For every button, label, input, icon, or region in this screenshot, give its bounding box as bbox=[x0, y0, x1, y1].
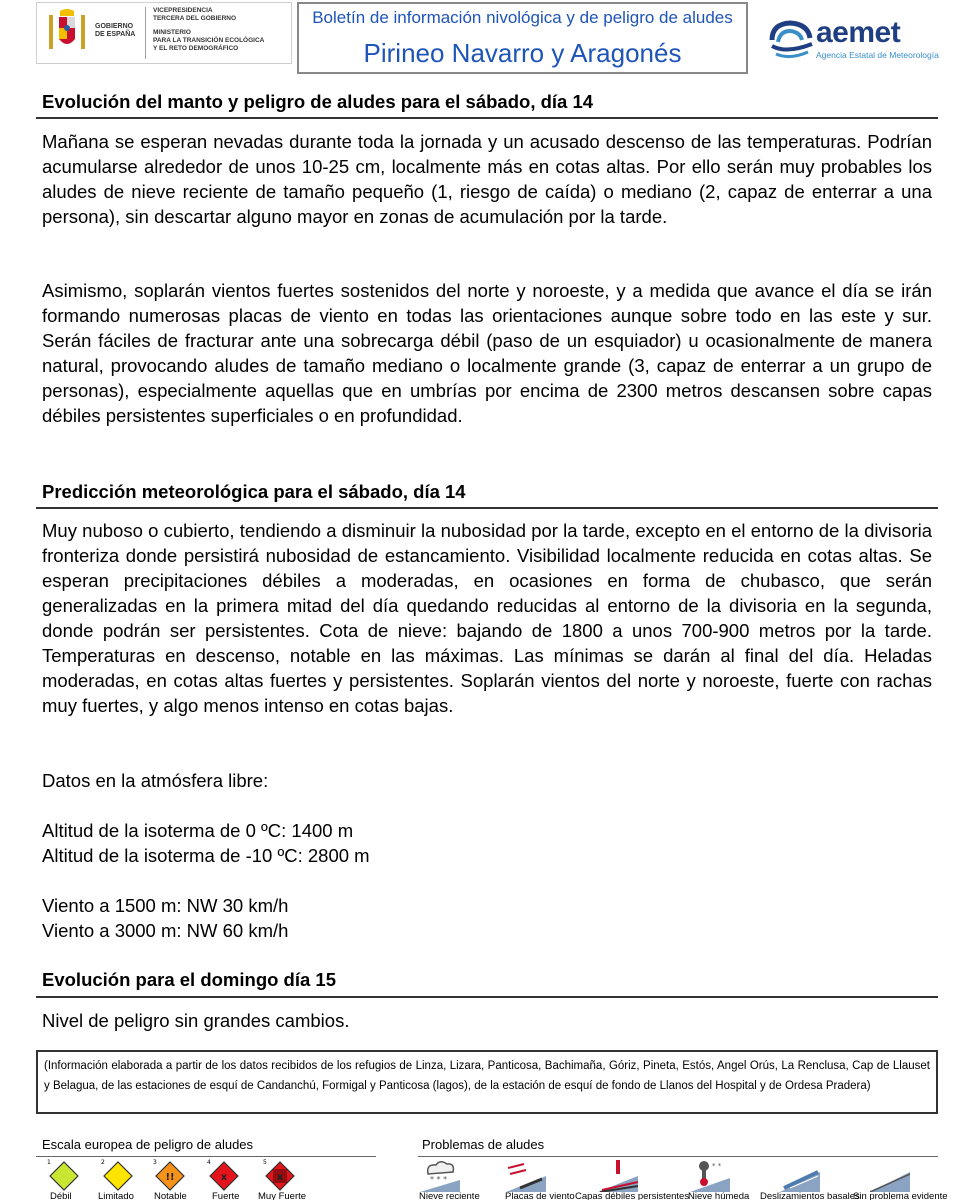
avalanche-paragraph-2: Asimismo, soplarán vientos fuertes sostenidos del norte y noroeste, y a medida que avance el día se irán formando numerosas placas de viento en todas las orientaciones aunque sobre todo en las este y sur. Serán fáciles de fracturar ante una sobrecarga débil (paso de un esquiador) u ocasionalmente de manera natural, provocando aludes de tamaño mediano o localmente grande (3, capaz de enterrar a un grupo de personas), especialmente aquellas que en umbrías por encima de 2300 metros descansen sobre capas débiles persistentes superficiales o en profundidad. bbox=[42, 280, 932, 426]
danger-level-label: Fuerte bbox=[212, 1191, 240, 1200]
danger-level-number: 1 bbox=[47, 1159, 51, 1166]
danger-level-mark: !! bbox=[165, 1172, 175, 1183]
bulletin-title: Pirineo Navarro y Aragonés bbox=[363, 38, 682, 68]
data-sources-text: (Información elaborada a partir de los datos recibidos de los refugios de Linza, Lizara, Panticosa, Bachimaña, Góriz, Pineta, Estós, Angel Orús, La Renclusa, Cap de Llauset y Belagua, de las estaciones de esquí de Candanchú, Formigal y Panticosa (lagos), de la estación de esquí de fondo de Llanos del Hospital y de Ordesa Pradera) bbox=[44, 1060, 930, 1092]
vicepresidency-name: VICEPRESIDENCIA TERCERA DEL GOBIERNO bbox=[153, 7, 237, 22]
svg-text:* * *: * * * bbox=[430, 1175, 448, 1184]
aemet-tagline: Agencia Estatal de Meteorología bbox=[816, 50, 939, 60]
data-sources-box bbox=[36, 1050, 938, 1114]
aemet-logo-icon bbox=[768, 18, 816, 62]
avalanche-paragraph-1: Mañana se esperan nevadas durante toda la jornada y un acusado descenso de las temperaturas. Podrían acumularse alrededor de unos 10-25 cm, localmente más en cotas altas. Por ello serán muy probables los aludes de nieve reciente de tamaño pequeño (1, riesgo de caída) o mediano (2, capaz de enterrar a una persona), sin descartar alguno mayor en zonas de acumulación por la tarde. bbox=[42, 131, 932, 227]
danger-level-diamond bbox=[104, 1162, 132, 1190]
aemet-name: aemet bbox=[816, 16, 901, 49]
danger-scale-title: Escala europea de peligro de aludes bbox=[42, 1137, 254, 1152]
danger-level-label: Notable bbox=[154, 1191, 187, 1200]
problem-label-no-distinct-problem: Sin problema evidente bbox=[853, 1191, 948, 1200]
header bbox=[0, 0, 960, 78]
danger-level-number: 4 bbox=[207, 1159, 211, 1166]
danger-level-label: Limitado bbox=[98, 1191, 134, 1200]
gov-divider bbox=[145, 7, 146, 59]
weather-paragraph: Muy nuboso o cubierto, tendiendo a disminuir la nubosidad por la tarde, excepto en el entorno de la divisoria fronteriza donde persistirá nubosidad de estancamiento. Visibilidad localmente reducida en cotas altas. Se esperan precipitaciones débiles a moderadas, en ocasiones en forma de chubasco, que serán generalizadas en la primera mitad del día quedando reducidas al entorno de la divisoria en la segunda, donde podrán ser persistentes. Cota de nieve: bajando de 1800 a unos 700-900 metros por la tarde. Temperaturas en descenso, notable en las máximas. Las mínimas se darán al final del día. Heladas moderadas, en cotas altas fuertes y persistentes. Soplarán vientos del norte y noroeste, fuerte con rachas muy fuertes, y algo menos intenso en cotas bajas. bbox=[42, 520, 932, 716]
problem-label-persistent-weak-layers: Capas débiles persistentes bbox=[575, 1191, 690, 1200]
isotherm-0-altitude: Altitud de la isoterma de 0 ºC: 1400 m bbox=[42, 820, 354, 841]
bulletin-subtitle: Boletín de información nivológica y de peligro de aludes bbox=[312, 8, 733, 27]
bulletin-title-box bbox=[297, 2, 748, 74]
gov-name: GOBIERNO DE ESPAÑA bbox=[95, 23, 136, 38]
section-title-avalanche-evolution: Evolución del manto y peligro de aludes para el sábado, día 14 bbox=[42, 91, 594, 112]
danger-level-mark: x bbox=[220, 1172, 228, 1183]
ministry-name: MINISTERIO PARA LA TRANSICIÓN ECOLÓGICA Y EL RETO DEMOGRÁFICO bbox=[153, 29, 265, 52]
coat-of-arms-icon bbox=[47, 9, 87, 57]
free-atmosphere-heading: Datos en la atmósfera libre: bbox=[42, 770, 269, 791]
section-divider bbox=[36, 117, 938, 119]
sunday-danger-text: Nivel de peligro sin grandes cambios. bbox=[42, 1010, 350, 1031]
section-title-weather-forecast: Predicción meteorológica para el sábado, día 14 bbox=[42, 481, 466, 502]
gliding-snow-icon bbox=[780, 1158, 820, 1192]
isotherm-minus10-altitude: Altitud de la isoterma de -10 ºC: 2800 m bbox=[42, 845, 370, 866]
avalanche-problems-title: Problemas de aludes bbox=[422, 1137, 545, 1152]
danger-level-2-icon bbox=[100, 1158, 136, 1192]
danger-level-mark: x bbox=[276, 1172, 284, 1183]
problem-label-new-snow: Nieve reciente bbox=[419, 1191, 480, 1200]
problem-label-wind-slab: Placas de viento bbox=[505, 1191, 575, 1200]
danger-level-4-icon bbox=[206, 1158, 242, 1192]
problem-label-wet-snow: Nieve húmeda bbox=[688, 1191, 750, 1200]
danger-level-number: 2 bbox=[101, 1159, 105, 1166]
svg-text:* *: * * bbox=[712, 1162, 722, 1170]
danger-level-1-icon bbox=[46, 1158, 82, 1192]
no-distinct-problem-icon bbox=[870, 1158, 910, 1192]
danger-level-label: Débil bbox=[50, 1191, 72, 1200]
danger-level-number: 5 bbox=[263, 1159, 267, 1166]
aemet-logo bbox=[768, 18, 938, 66]
section-divider bbox=[36, 996, 938, 998]
persistent-weak-layers-icon bbox=[598, 1158, 638, 1192]
section-divider bbox=[36, 507, 938, 509]
section-title-sunday-evolution: Evolución para el domingo día 15 bbox=[42, 969, 337, 990]
danger-level-label: Muy Fuerte bbox=[258, 1191, 307, 1200]
wind-3000m: Viento a 3000 m: NW 60 km/h bbox=[42, 920, 289, 941]
avalanche-problems-rule bbox=[418, 1156, 938, 1157]
government-logo bbox=[36, 2, 292, 64]
problem-label-gliding-snow: Deslizamientos basales bbox=[760, 1191, 860, 1200]
danger-scale-rule bbox=[36, 1156, 376, 1157]
wet-snow-icon bbox=[690, 1158, 730, 1192]
wind-slab-icon bbox=[506, 1158, 546, 1192]
danger-level-3-icon bbox=[152, 1158, 188, 1192]
danger-level-diamond bbox=[50, 1162, 78, 1190]
danger-level-number: 3 bbox=[153, 1159, 157, 1166]
wind-1500m: Viento a 1500 m: NW 30 km/h bbox=[42, 895, 289, 916]
new-snow-icon bbox=[420, 1158, 460, 1192]
danger-level-5-icon bbox=[262, 1158, 298, 1192]
